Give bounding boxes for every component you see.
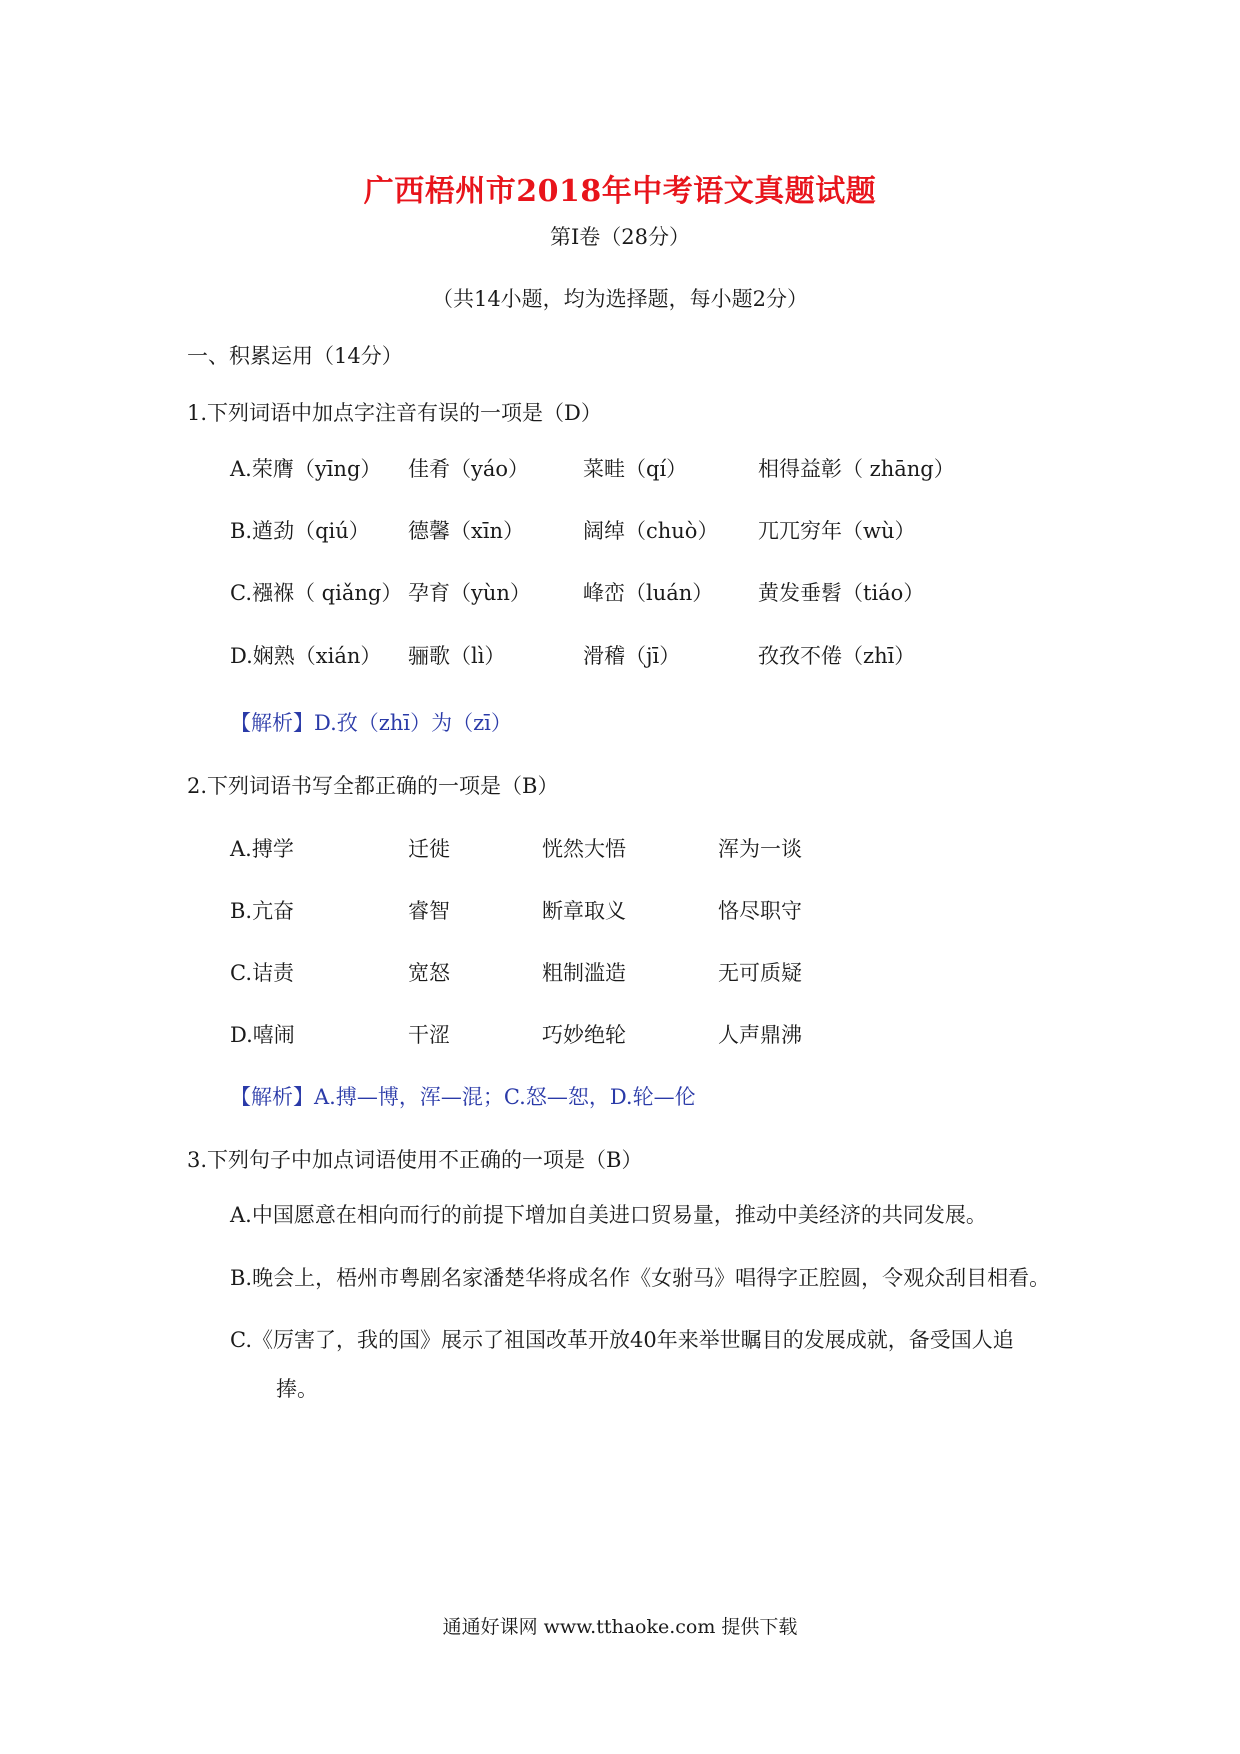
q1-d-item-1: D.娴熟（xián） [230,644,382,668]
q2-a-item-4: 浑为一谈 [718,837,802,861]
q3-option-a: A.中国愿意在相向而行的前提下增加自美进口贸易量，推动中美经济的共同发展。 [230,1203,987,1227]
q1-d-item-4: 孜孜不倦（zhī） [758,644,916,668]
page-title: 广西梧州市2018年中考语文真题试题 [363,174,877,209]
q2-analysis: 【解析】A.搏—博，浑—混；C.怒—恕，D.轮—伦 [230,1085,696,1109]
q3-option-c-continued: 捧。 [276,1377,318,1401]
q2-d-item-3: 巧妙绝轮 [542,1023,626,1047]
q2-b-item-4: 恪尽职守 [718,899,802,923]
question-1-stem: 1.下列词语中加点字注音有误的一项是（D） [187,401,602,425]
q3-option-c: C.《厉害了，我的国》展示了祖国改革开放40年来举世瞩目的发展成就，备受国人追 [230,1328,1014,1352]
q1-a-item-4: 相得益彰（ zhāng） [758,457,955,481]
question-3-stem: 3.下列句子中加点词语使用不正确的一项是（B） [187,1148,643,1172]
q2-a-item-1: A.搏学 [230,837,294,861]
volume-note: （共14小题，均为选择题，每小题2分） [431,287,809,311]
q2-d-item-1: D.嘻闹 [230,1023,295,1047]
q2-c-item-3: 粗制滥造 [542,961,626,985]
section-heading: 一、积累运用（14分） [187,344,403,368]
q2-c-item-4: 无可质疑 [718,961,802,985]
q1-b-item-2: 德馨（xīn） [408,519,525,543]
q1-b-item-1: B.遒劲（qiú） [230,519,370,543]
q2-b-item-2: 睿智 [408,899,450,923]
q1-analysis: 【解析】D.孜（zhī）为（zī） [230,711,512,735]
q2-b-item-3: 断章取义 [542,899,626,923]
q2-a-item-3: 恍然大悟 [542,837,626,861]
q2-d-item-4: 人声鼎沸 [718,1023,802,1047]
volume-heading: 第Ⅰ卷（28分） [549,225,691,249]
q1-c-item-4: 黄发垂髫（tiáo） [758,581,925,605]
q1-a-item-2: 佳肴（yáo） [408,457,530,481]
q2-b-item-1: B.亢奋 [230,899,295,923]
q1-a-item-3: 菜畦（qí） [583,457,688,481]
q1-b-item-4: 兀兀穷年（wù） [758,519,916,543]
q1-c-item-1: C.襁褓（ qiǎng） [230,581,403,605]
q2-a-item-2: 迁徙 [408,837,450,861]
q1-c-item-2: 孕育（yùn） [408,581,531,605]
q1-a-item-1: A.荣膺（yīng） [230,457,382,481]
q2-c-item-1: C.诘责 [230,961,294,985]
q1-d-item-3: 滑稽（jī） [583,644,681,668]
page-footer: 通通好课网 www.tthaoke.com 提供下载 [442,1616,798,1638]
q2-c-item-2: 宽怒 [408,961,450,985]
question-2-stem: 2.下列词语书写全都正确的一项是（B） [187,774,559,798]
q1-d-item-2: 骊歌（lì） [408,644,506,668]
q1-b-item-3: 阔绰（chuò） [583,519,719,543]
q2-d-item-2: 干涩 [408,1023,450,1047]
q3-option-b: B.晚会上，梧州市粤剧名家潘楚华将成名作《女驸马》唱得字正腔圆，令观众刮目相看。 [230,1266,1051,1290]
q1-c-item-3: 峰峦（luán） [583,581,714,605]
